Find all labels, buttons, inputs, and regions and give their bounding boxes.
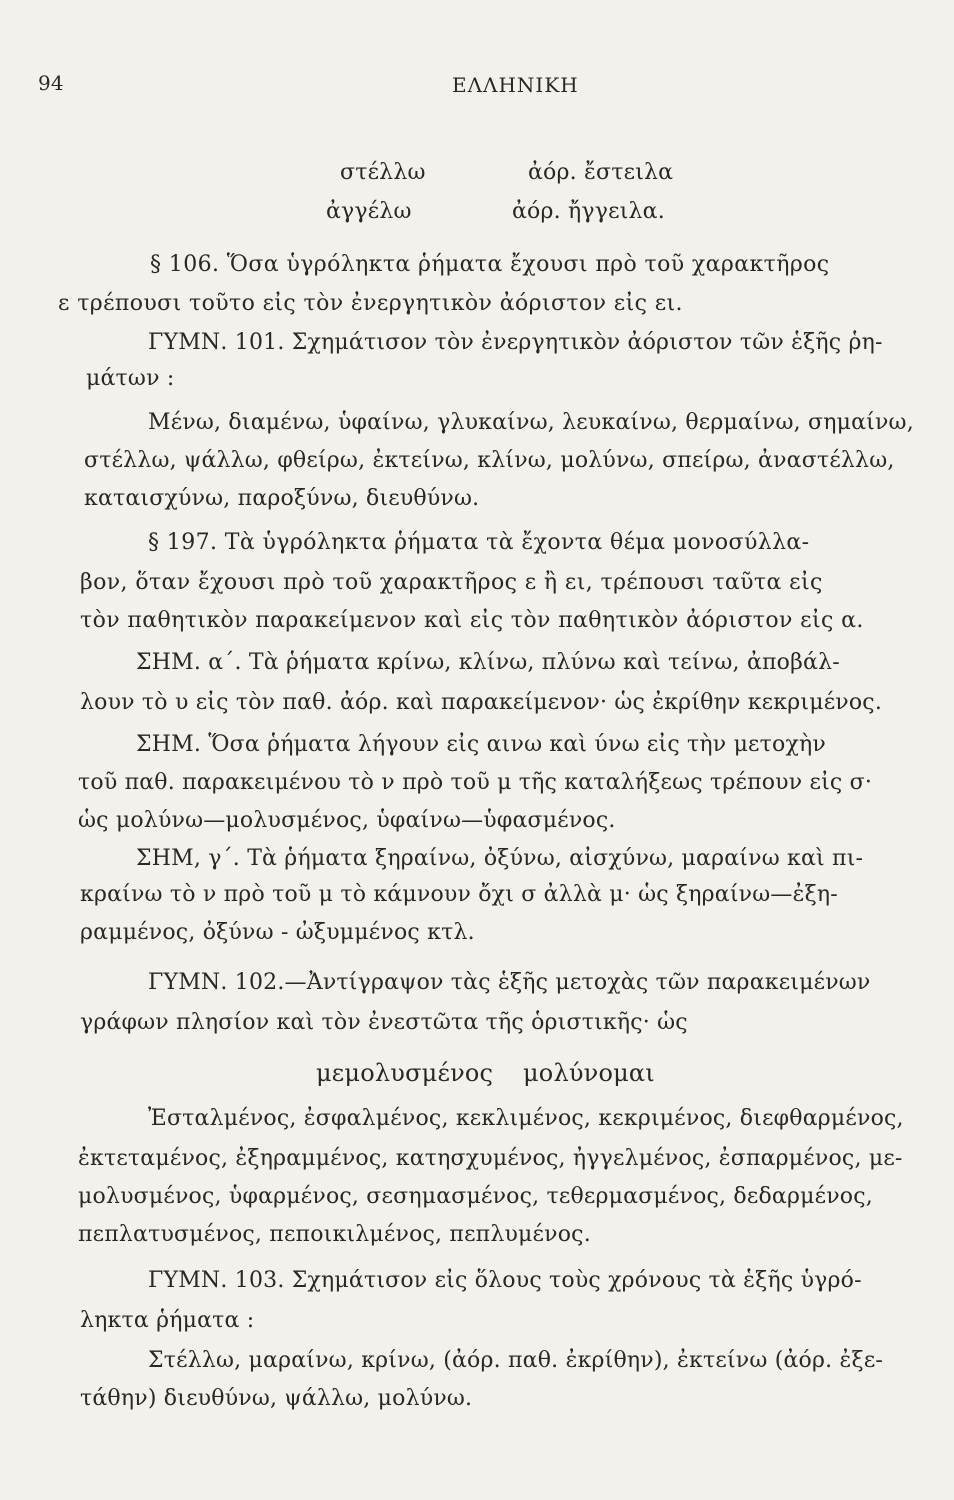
note-c-line-2: κραίνω τὸ ν πρὸ τοῦ μ τὸ κάμνουν ὄχι σ ἀλλὰ μ· ὡς ξηραίνω—ἐξη- (80, 882, 838, 907)
note-c-line-3: ραμμένος, ὀξύνω - ὠξυμμένος κτλ. (80, 920, 475, 945)
exercise-103-line-3: Στέλλω, μαραίνω, κρίνω, (ἀόρ. παθ. ἐκρίθην), ἐκτείνω (ἀόρ. ἐξε- (148, 1348, 884, 1373)
page-number: 94 (38, 71, 64, 95)
example-aorist-2: ἀόρ. ἤγγειλα. (512, 199, 665, 224)
exercise-103-line-2: ληκτα ῥήματα : (80, 1308, 255, 1333)
verb-list-line-1: Μένω, διαμένω, ὑφαίνω, γλυκαίνω, λευκαίνω, θερμαίνω, σημαίνω, (148, 410, 914, 435)
example-pair: μεμολυσμένος μολύνομαι (316, 1059, 655, 1087)
participle-list-line-1: Ἐσταλμένος, ἐσφαλμένος, κεκλιμένος, κεκριμένος, διεφθαρμένος, (148, 1106, 904, 1131)
participle-list-line-3: μολυσμένος, ὑφαρμένος, σεσημασμένος, τεθερμασμένος, δεδαρμένος, (78, 1184, 873, 1209)
verb-list-line-3: καταισχύνω, παροξύνω, διευθύνω. (84, 486, 480, 511)
section-197-line-1: § 197. Τὰ ὑγρόληκτα ῥήματα τὰ ἔχοντα θέμα μονοσύλλα- (148, 530, 810, 555)
example-verb-2: ἀγγέλω (326, 199, 412, 224)
note-b-line-2: τοῦ παθ. παρακειμένου τὸ ν πρὸ τοῦ μ τῆς καταλήξεως τρέπουν εἰς σ· (78, 770, 873, 795)
note-c-line-1: ΣΗΜ, γ΄. Τὰ ῥήματα ξηραίνω, ὀξύνω, αἰσχύνω, μαραίνω καὶ πι- (136, 846, 864, 871)
exercise-103-line-4: τάθην) διευθύνω, ψάλλω, μολύνω. (80, 1386, 473, 1411)
example-verb-1: στέλλω (340, 160, 426, 185)
exercise-101-line-2: μάτων : (86, 366, 175, 391)
section-106-line-2: ε τρέπουσι τοῦτο εἰς τὸν ἐνεργητικὸν ἀόριστον εἰς ει. (58, 291, 683, 316)
section-197-line-3: τὸν παθητικὸν παρακείμενον καὶ εἰς τὸν παθητικὸν ἀόριστον εἰς α. (80, 608, 864, 633)
section-106-line-1: § 106. Ὅσα ὑγρόληκτα ῥήματα ἔχουσι πρὸ τοῦ χαρακτῆρος (150, 252, 830, 277)
participle-list-line-2: ἐκτεταμένος, ἐξηραμμένος, κατησχυμένος, ἠγγελμένος, ἐσπαρμένος, με- (78, 1146, 903, 1171)
exercise-102-line-1: ΓΥΜΝ. 102.—Ἀντίγραψον τὰς ἑξῆς μετοχὰς τῶν παρακειμένων (148, 970, 871, 995)
exercise-103-line-1: ΓΥΜΝ. 103. Σχημάτισον εἰς ὅλους τοὺς χρόνους τὰ ἑξῆς ὑγρό- (148, 1268, 862, 1293)
note-b-line-1: ΣΗΜ. Ὅσα ῥήματα λήγουν εἰς αινω καὶ ύνω εἰς τὴν μετοχὴν (136, 732, 826, 757)
section-197-line-2: βον, ὅταν ἔχουσι πρὸ τοῦ χαρακτῆρος ε ἢ ει, τρέπουσι ταῦτα εἰς (80, 570, 823, 595)
exercise-102-line-2: γράφων πλησίον καὶ τὸν ἐνεστῶτα τῆς ὁριστικῆς· ὡς (80, 1010, 688, 1035)
note-a-line-2: λουν τὸ υ εἰς τὸν παθ. ἀόρ. καὶ παρακείμενον· ὡς ἐκρίθην κεκριμένος. (80, 690, 883, 715)
note-b-line-3: ὡς μολύνω—μολυσμένος, ὑφαίνω—ὑφασμένος. (78, 808, 616, 833)
verb-list-line-2: στέλλω, ψάλλω, φθείρω, ἐκτείνω, κλίνω, μολύνω, σπείρω, ἀναστέλλω, (84, 448, 895, 473)
exercise-101-line-1: ΓΥΜΝ. 101. Σχημάτισον τὸν ἐνεργητικὸν ἀόριστον τῶν ἑξῆς ῥη- (148, 330, 883, 355)
example-aorist-1: ἀόρ. ἔστειλα (528, 160, 674, 185)
running-title: ΕΛΛΗΝΙΚΗ (452, 73, 579, 97)
participle-list-line-4: πεπλατυσμένος, πεποικιλμένος, πεπλυμένος. (78, 1222, 591, 1247)
note-a-line-1: ΣΗΜ. α΄. Τὰ ῥήματα κρίνω, κλίνω, πλύνω καὶ τείνω, ἀποβάλ- (136, 650, 840, 675)
